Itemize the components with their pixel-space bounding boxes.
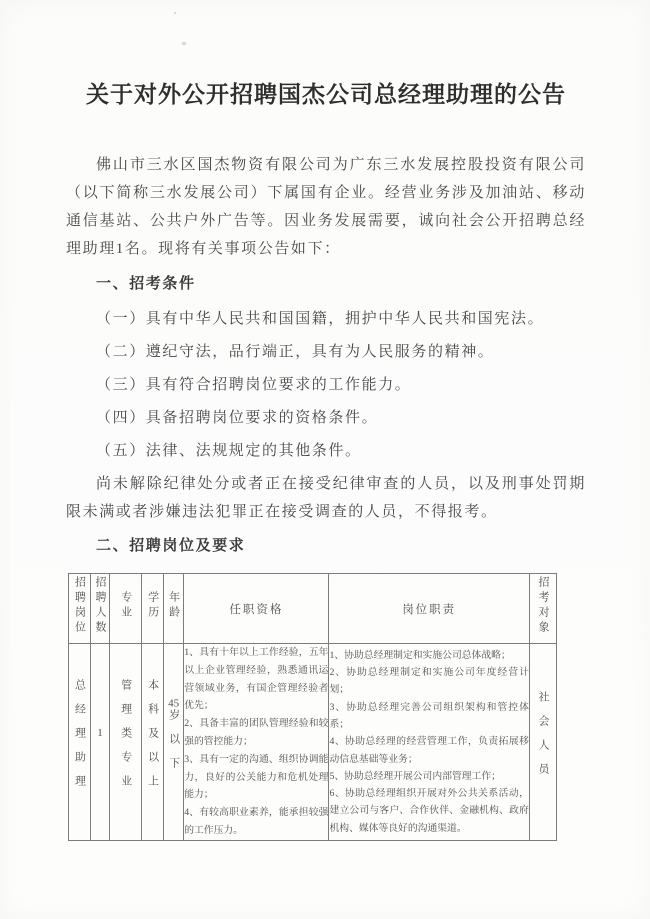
- scan-artifact-dot: [182, 42, 186, 45]
- intro-paragraph: 佛山市三水区国杰物资有限公司为广东三水发展控股投资有限公司（以下简称三水发展公司）下属国有企业。经营业务涉及加油站、移动通信基站、公共户外广告等。因业务发展需要，诚向社会公开招聘总经理助理1名。现将有关事项公告如下：: [66, 157, 586, 257]
- header-target: 招考对象: [529, 574, 556, 644]
- table-row: [69, 644, 557, 841]
- condition-item-3: （三）具有符合招聘岗位要求的工作能力。: [96, 377, 412, 393]
- header-position: 招聘岗位: [69, 574, 91, 644]
- header-major: 专业: [110, 574, 142, 644]
- scan-artifact-dot: [174, 12, 176, 14]
- cell-age: 45岁以下: [164, 644, 184, 841]
- page-title: 关于对外公开招聘国杰公司总经理助理的公告: [86, 82, 566, 107]
- duty-item-2: 2、协助总经理制定和实施公司年度经营计划；: [329, 667, 529, 696]
- recruitment-table: [68, 573, 557, 841]
- condition-item-1: （一）具有中华人民共和国国籍，拥护中华人民共和国宪法。: [96, 311, 545, 327]
- table-header-row: [69, 574, 557, 644]
- duty-item-1: 1、协助总经理制定和实施公司总体战略；: [329, 649, 511, 661]
- qualification-item-4: 4、有较高职业素养，能承担较强的工作压力。: [184, 807, 329, 836]
- duty-item-5: 5、协助总经理开展公司内部管理工作；: [329, 770, 501, 782]
- duty-item-3: 3、协助总经理完善公司组织架构和管控体系；: [329, 701, 529, 730]
- section1-heading: 一、招考条件: [96, 276, 196, 292]
- header-qualifications: 任职资格: [184, 574, 329, 644]
- qualification-item-3: 3、具有一定的沟通、组织协调能力，良好的公关能力和危机处理能力；: [184, 753, 329, 801]
- cell-qualifications: [184, 644, 329, 841]
- disqualification-note: 尚未解除纪律处分或者正在接受纪律审查的人员，以及刑事处罚期限未满或者涉嫌违法犯罪正在接受调查的人员，不得报考。: [66, 476, 586, 520]
- header-education: 学历: [142, 574, 164, 644]
- duty-item-4: 4、协助总经理的经营管理工作，负责拓展移动信息基础等业务；: [329, 736, 529, 765]
- cell-position: 总经理助理: [69, 644, 91, 841]
- qualification-item-2: 2、具备丰富的团队管理经验和较强的管控能力；: [184, 718, 329, 747]
- header-headcount: 招聘人数: [91, 574, 110, 644]
- section2-heading: 二、招聘岗位及要求: [96, 538, 246, 554]
- header-age: 年龄: [164, 574, 184, 644]
- cell-duties: [329, 644, 529, 841]
- condition-item-2: （二）遵纪守法，品行端正，具有为人民服务的精神。: [96, 344, 495, 360]
- header-duties: 岗位职责: [329, 574, 529, 644]
- cell-major: 管理类专业: [110, 644, 142, 841]
- qualification-item-1: 1、具有十年以上工作经验，五年以上企业管理经验，熟悉通讯运营领域业务，有国企管理经验者优先；: [184, 647, 329, 712]
- condition-item-5: （五）法律、法规规定的其他条件。: [96, 443, 362, 459]
- cell-education: 本科及以上: [142, 644, 164, 841]
- cell-headcount: 1: [91, 644, 110, 841]
- condition-item-4: （四）具备招聘岗位要求的资格条件。: [96, 410, 379, 426]
- cell-target: 社会人员: [529, 644, 556, 841]
- duty-item-6: 6、协助总经理组织开展对外公共关系活动，建立公司与客户、合作伙伴、金融机构、政府机构、媒体等良好的沟通渠道。: [329, 788, 529, 834]
